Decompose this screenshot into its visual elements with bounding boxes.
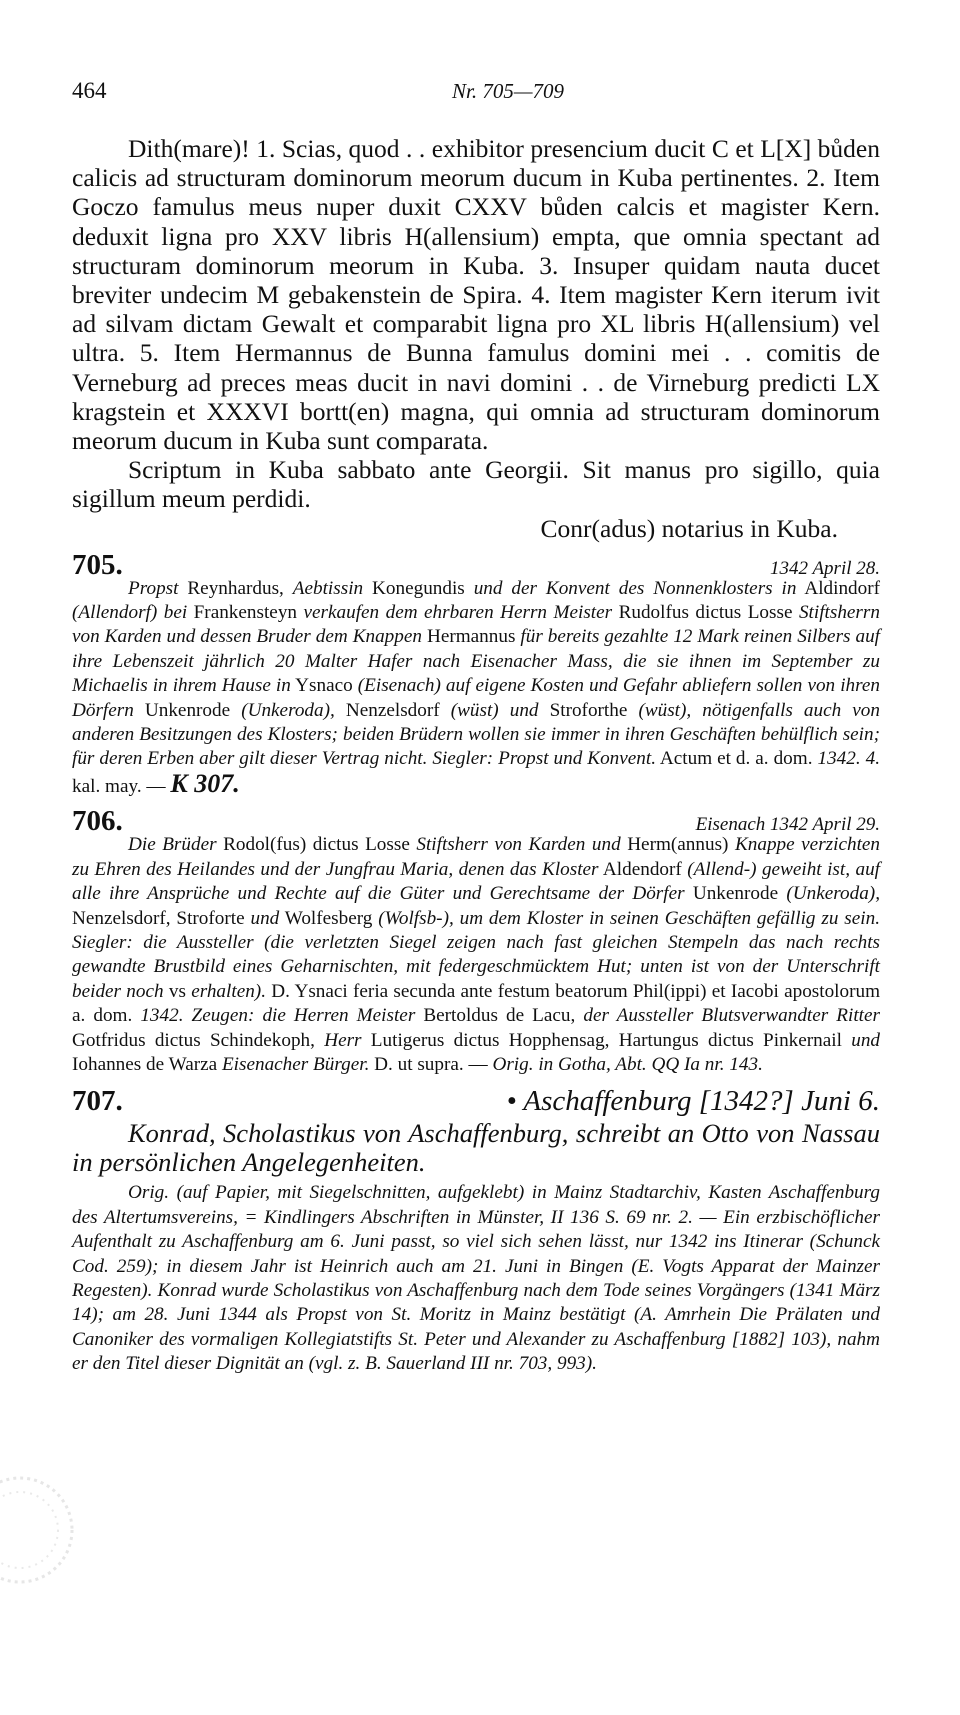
entry-705-regest-segment: Nenzelsdorf [334, 699, 451, 721]
entry-706-regest-segment: Rodol(fus) dictus Losse [216, 834, 417, 856]
entry-706-date: Eisenach 1342 April 29. [695, 814, 880, 836]
entry-706-regest-segment: (Wolfsb-), um dem Kloster in seinen Geschäften gefällig zu sein. Siegler: die Aussteller (die verletzten Siegel zeigen nach fast gleichen Stempeln das nach rechts gewandte Brustbild eines Geharnischten, mit federgeschmücktem Hut; unten ist von der Unterschrift beider noch [72, 907, 880, 1002]
entry-706-regest-segment: Stiftsherr von Karden und [416, 834, 621, 856]
entry-705-regest-segment: (wüst), nötigenfalls auch von anderen Besitzungen des Klosters; beiden Brüdern wollen sie immer in ihren Geschäften behülflich sein; für deren Erben aber gilt dieser Vertrag nicht. Siegler: Propst und Konvent. [72, 699, 880, 770]
entry-705-regest-segment: und der Konvent des Nonnenklosters in [473, 577, 797, 599]
entry-706-heading [72, 805, 880, 838]
entry-705-regest-segment: (Allendorf) bei [72, 602, 188, 624]
entry-706-regest-segment: der Aussteller Blutsverwandter Ritter [583, 1005, 880, 1027]
entry-706-regest-segment: erhalten). [191, 980, 266, 1002]
entry-707 [72, 1085, 880, 1376]
entry-707-note: Orig. (auf Papier, mit Siegelschnitten, aufgeklebt) in Mainz Stadtarchiv, Kasten Aschaffenburg des Altertumsvereins, = Kindlingers Abschriften in Münster, II 136 S. 69 nr. 2. — Ein erzbischöflicher Aufenthalt zu Aschaffenburg am 6. Juni passt, so viel sich sehen lässt, nur 1342 ins Itinerar (Schunck Cod. 259); in diesem Jahr ist Heinrich auch am 21. Juni in Bingen (E. Vogts Apparat der Mainzer Regesten). Konrad wurde Scholastikus von Aschaffenburg nach dem Tode seines Vorgängers (1341 März 14); am 28. Juni 1344 als Propst von St. Moritz in Mainz bestätigt (A. Amrhein Die Prälaten und Canoniker des vormaligen Kollegiatstifts St. Peter und Alexander zu Aschaffenburg [1882] 103), nahm er den Titel dieser Dignität an (vgl. z. B. Sauerland III nr. 703, 993). [72, 1182, 880, 1375]
entry-706-regest-segment: und [250, 907, 280, 929]
entry-706-regest-segment: Bertoldus de Lacu, [415, 1005, 584, 1027]
entry-705-regest-segment: Aebtissin [292, 577, 364, 599]
entry-705-regest-segment: (wüst) und [450, 699, 539, 721]
letter-paragraph-1: Dith(mare)! 1. Scias, quod . . exhibitor presencium ducit C et L[X] bůden calicis ad structuram dominorum meorum ducum in Kuba pertinentes. 2. Item Goczo famulus meus nuper duxit CXXV bůden calcis et magister Kern. deduxit ligna pro XXV libris H(allensium) empta, que omnia spectant ad structuram dominorum meorum in Kuba. 3. Insuper quidam nauta ducet breviter undecim M gebakenstein de Spira. 4. Item magister Kern iterum ivit ad silvam dictam Gewalt et comparabit ligna pro XL libris H(allensium) vel ultra. 5. Item Hermannus de Bunna famulus domini mei . . comitis de Verneburg ad preces meas ducit in navi domini . . de Virneburg predicti LX kragstein et XXXVI bortt(en) magna, qui omnia ad structuram dominorum meorum ducum in Kuba sunt comparata. [72, 134, 880, 456]
entry-706-regest-segment: Lutigerus dictus Hopphensag, Hartungus dictus Pinkernail [361, 1029, 852, 1051]
entry-706-regest-segment: (Unkeroda), [786, 883, 880, 905]
entry-707-number: 707. [72, 1085, 123, 1118]
entry-706-regest-segment: Herr [324, 1029, 362, 1051]
entry-706-regest-segment: Unkenrode [684, 883, 787, 905]
entry-705-regest-segment: Stiftsherrn von Karden und dessen Bruder dem Knappen [72, 602, 880, 648]
entry-705-date: 1342 April 28. [770, 557, 880, 579]
entry-705-regest-segment: Frankensteyn [187, 602, 304, 624]
entry-range-title: Nr. 705—709 [451, 79, 564, 103]
letter-paragraph-2: Scriptum in Kuba sabbato ante Georgii. Sit manus pro sigillo, quia sigillum meum perdidi. [72, 455, 880, 514]
entry-705-regest-segment: Unkenrode [133, 699, 242, 721]
entry-705-regest-segment: Propst [128, 577, 179, 599]
entry-706-regest-segment: (Allend-) geweiht ist, auf alle ihre Ansprüche und Rechte auf die Güter und Gerechtsame der Dörfer [72, 858, 880, 905]
entry-706-regest-segment: vs [163, 980, 192, 1002]
entry-705-source-mark: K 307. [170, 768, 240, 798]
entry-706-regest-segment: Eisenacher Bürger. [221, 1053, 370, 1075]
entry-706-regest-segment: Wolfesberg [279, 907, 379, 929]
entry-705-regest-segment: kal. may. — [72, 775, 171, 797]
entry-705-regest-segment: Rudolfus dictus Losse [612, 602, 799, 624]
entry-705-regest [72, 577, 880, 800]
entry-705-regest-segment: Aldindorf [796, 577, 881, 599]
entry-706-regest-segment: Herm(annus) [620, 834, 735, 856]
library-stamp-mark [0, 1470, 82, 1590]
entry-705-regest-segment: Actum et d. a. dom. [656, 748, 818, 770]
entry-705-heading [72, 548, 880, 581]
running-head [72, 78, 880, 112]
entry-705-regest-segment: für bereits gezahlte 12 Mark reinen Silbers auf ihre Lebenszeit jährlich 20 Malter Hafer nach Eisenacher Mass, die sie ihnen im September zu Michaelis in ihrem Hause in [72, 626, 881, 697]
entry-705-regest-segment: (Eisenach) auf eigene Kosten und Gefahr abliefern sollen von ihren Dörfern [72, 675, 880, 721]
letter-signature: Conr(adus) notarius in Kuba. [540, 513, 838, 543]
entry-706 [72, 805, 880, 1077]
entry-705-regest-segment: (Unkeroda), [241, 699, 335, 721]
entry-705 [72, 549, 880, 800]
entry-706-regest-segment: Iohannes de Warza [72, 1053, 222, 1075]
entry-705-regest-segment: Konegundis [363, 577, 474, 599]
entry-706-regest-segment: und [851, 1029, 880, 1051]
entry-706-number: 706. [72, 805, 123, 838]
entry-705-regest-segment: 1342. 4. [817, 748, 881, 770]
entry-706-regest-segment: D. ut supra. — [369, 1053, 493, 1075]
entry-705-regest-segment: verkaufen dem ehrbaren Herrn Meister [303, 602, 613, 624]
entry-707-heading [72, 1085, 880, 1119]
entry-705-regest-segment: Reynhardus, [178, 577, 293, 599]
entry-706-regest-segment: 1342. Zeugen: die Herren Meister [140, 1005, 416, 1027]
entry-706-regest-segment: Die Brüder [128, 834, 217, 856]
entry-706-regest-segment: Gotfridus dictus Schindekoph, [72, 1029, 325, 1051]
page-number: 464 [72, 78, 107, 103]
letter-text [72, 134, 880, 543]
entry-705-regest-segment: Stroforthe [538, 699, 639, 721]
entry-705-number: 705. [72, 548, 123, 581]
entry-705-regest-segment: Ysnaco [290, 675, 358, 697]
entry-706-regest-segment: Knappe verzichten zu Ehren des Heilandes und der Jungfrau Maria, denen das Kloster [72, 834, 881, 880]
entry-707-date: • Aschaffenburg [1342?] Juni 6. [506, 1085, 880, 1118]
entry-706-regest [72, 833, 880, 1077]
entry-707-regest: Konrad, Scholastikus von Aschaffenburg, schreibt an Otto von Nassau in persönlichen Angelegenheiten. [72, 1118, 880, 1178]
entry-706-regest-segment: Aldendorf [598, 858, 688, 880]
entry-706-regest-segment: D. Ysnaci feria secunda ante festum beatorum Phil(ippi) et Iacobi apostolorum a. dom. [72, 980, 881, 1027]
entry-705-regest-segment: Hermannus [422, 626, 521, 648]
entry-706-regest-segment: Nenzelsdorf, Stroforte [72, 907, 251, 929]
entry-706-regest-segment: Orig. in Gotha, Abt. QQ Ia nr. 143. [492, 1053, 763, 1075]
